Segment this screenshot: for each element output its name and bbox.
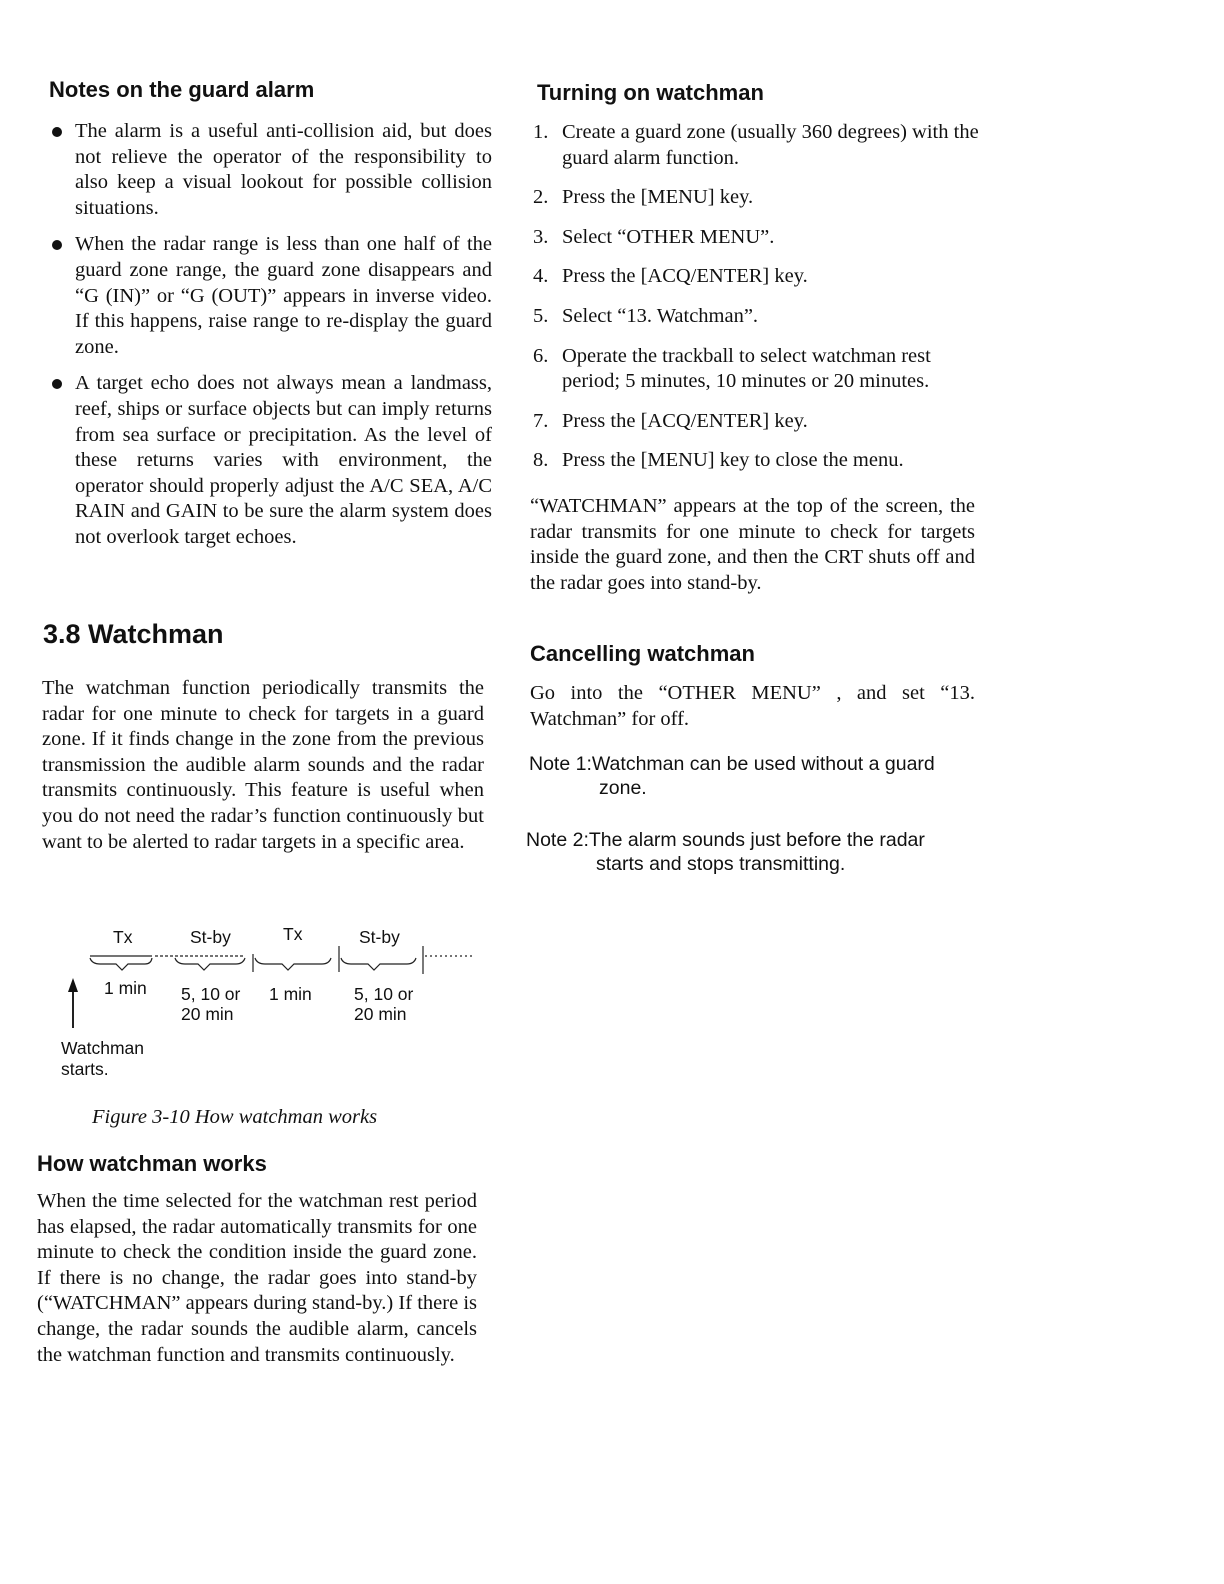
watchman-start-label-b: starts.	[61, 1059, 109, 1079]
bullet-text: The alarm is a useful anti-collision aid, but does not relieve the operator of the responsibility to also keep a visual lookout for possible collision situations.	[75, 120, 492, 219]
section-title: 3.8 Watchman	[43, 619, 224, 649]
step-text: Select “OTHER MENU”.	[562, 225, 775, 248]
step-text: Operate the trackball to select watchman rest period; 5 minutes, 10 minutes or 20 minutes.	[562, 344, 931, 393]
note-text-continued: starts and stops transmitting.	[596, 853, 846, 875]
bullet-icon	[52, 127, 62, 137]
bullet-icon	[52, 240, 62, 250]
note-2	[526, 828, 978, 876]
watchman-timing-figure	[50, 920, 490, 1090]
stby2-label: St-by	[359, 927, 400, 947]
watchman-start-label-a: Watchman	[61, 1038, 144, 1058]
note-text: Watchman can be used without a guard	[591, 753, 935, 775]
step-text: Select “13. Watchman”.	[562, 304, 759, 327]
turning-on-result: “WATCHMAN” appears at the top of the screen, the radar transmits for one minute to check for targets inside the guard zone, and then the CRT shuts off and the radar goes into stand-by.	[530, 495, 975, 594]
step-text: Press the [MENU] key to close the menu.	[562, 449, 904, 472]
step-text: Press the [MENU] key.	[562, 186, 754, 209]
step-number: 1.	[533, 121, 549, 143]
note-label: Note 2:	[526, 829, 589, 851]
list-item	[528, 264, 986, 290]
step-number: 5.	[533, 304, 549, 327]
tx1-label: Tx	[113, 927, 133, 947]
note-text: The alarm sounds just before the radar	[588, 829, 925, 851]
list-item	[528, 304, 986, 330]
cancelling-body: Go into the “OTHER MENU” , and set “13. Watchman” for off.	[530, 682, 975, 730]
start-arrow-icon	[68, 978, 78, 992]
turning-on-steps	[528, 120, 986, 474]
note-label: Note 1:	[529, 753, 592, 775]
list-item	[528, 225, 986, 251]
step-number: 6.	[533, 344, 549, 367]
bullet-text: When the radar range is less than one half of the guard zone range, the guard zone disappears and “G (IN)” or “G (OUT)” appears in inverse video. If this happens, raise range to re-display the guard zone.	[75, 233, 492, 358]
guard-notes-list	[40, 119, 492, 551]
stby2-duration-b: 20 min	[354, 1004, 407, 1024]
stby1-duration-a: 5, 10 or	[181, 984, 241, 1004]
guard-notes-heading: Notes on the guard alarm	[49, 77, 315, 102]
stby2-duration-a: 5, 10 or	[354, 984, 414, 1004]
step-text: Press the [ACQ/ENTER] key.	[562, 409, 808, 432]
list-item	[40, 119, 492, 221]
step-text: Press the [ACQ/ENTER] key.	[562, 265, 808, 288]
stby1-label: St-by	[190, 927, 231, 947]
list-item	[528, 344, 986, 395]
tx1-brace	[90, 958, 152, 970]
list-item	[528, 409, 986, 435]
section-intro: The watchman function periodically transmits the radar for one minute to check for targets in a guard zone. If it finds change in the zone from the previous transmission the audible alarm sounds and the radar transmits continuously. This feature is useful when you do not need the radar’s function continuously but want to be alerted to radar targets in a specific area.	[42, 677, 484, 853]
step-number: 7.	[533, 409, 549, 432]
tx2-duration: 1 min	[269, 984, 312, 1004]
cancelling-heading: Cancelling watchman	[530, 641, 755, 666]
list-item	[40, 232, 492, 360]
step-number: 2.	[533, 186, 549, 209]
stby1-brace	[175, 958, 245, 970]
list-item	[40, 371, 492, 550]
step-number: 4.	[533, 265, 549, 288]
stby1-duration-b: 20 min	[181, 1004, 234, 1024]
bullet-text: A target echo does not always mean a landmass, reef, ships or surface objects but can imply returns from sea surface or precipitation. As the level of these returns varies with environment, the operator should properly adjust the A/C SEA, A/C RAIN and GAIN to be sure the alarm system does not overlook target echoes.	[75, 372, 492, 548]
stby2-brace	[341, 958, 416, 970]
step-text: Create a guard zone (usually 360 degrees) with the guard alarm function.	[562, 121, 979, 169]
note-1	[529, 752, 981, 800]
turning-on-heading: Turning on watchman	[537, 80, 764, 105]
tx2-brace	[255, 958, 331, 970]
list-item	[528, 185, 986, 211]
how-works-heading: How watchman works	[37, 1151, 267, 1176]
list-item	[528, 448, 986, 474]
list-item	[528, 120, 986, 171]
note-text-continued: zone.	[599, 777, 647, 799]
step-number: 8.	[533, 449, 549, 472]
tx2-label: Tx	[283, 924, 303, 944]
bullet-icon	[52, 379, 62, 389]
step-number: 3.	[533, 225, 549, 248]
figure-caption: Figure 3-10 How watchman works	[92, 1106, 378, 1128]
how-works-body: When the time selected for the watchman rest period has elapsed, the radar automatically transmits for one minute to check the condition inside the guard zone. If there is no change, the radar goes into stand-by (“WATCHMAN” appears during stand-by.) If there is change, the radar sounds the audible alarm, cancels the watchman function and transmits continuously.	[37, 1190, 477, 1366]
tx1-duration: 1 min	[104, 978, 147, 998]
